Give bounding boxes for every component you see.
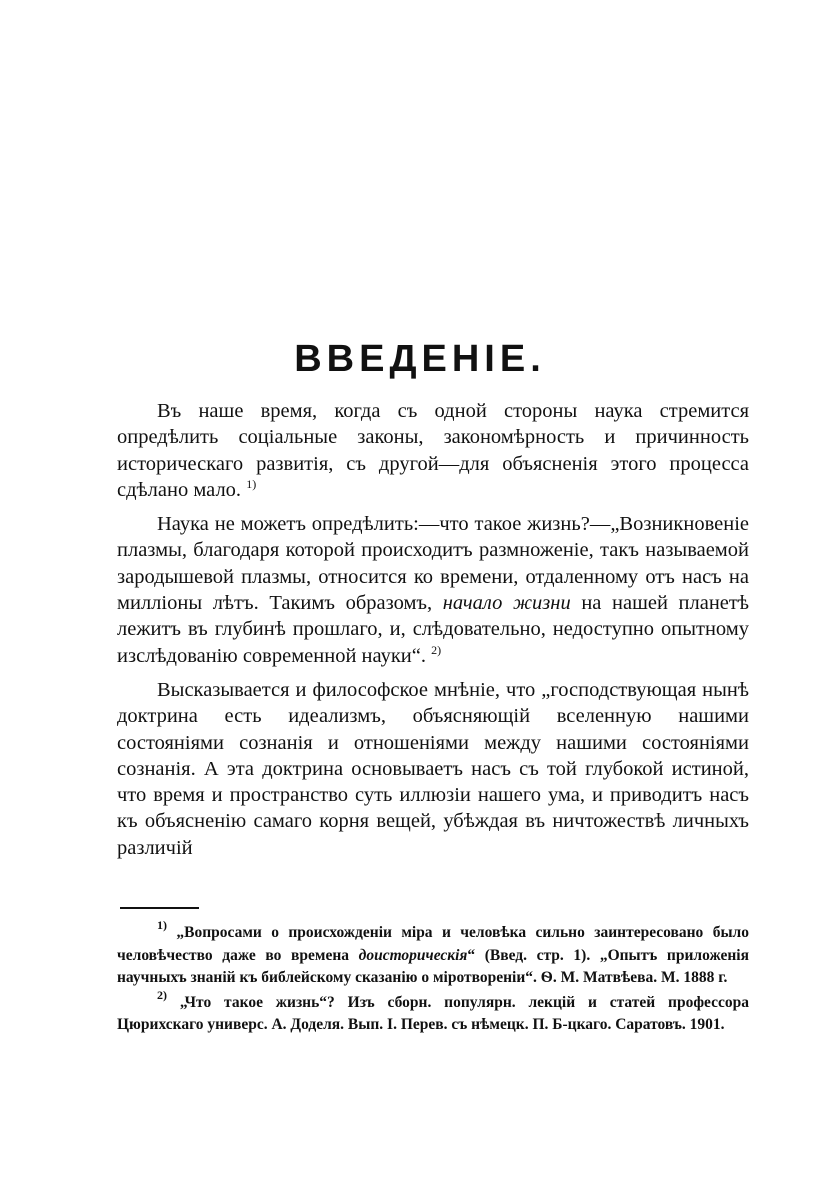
chapter-title: ВВЕДЕНIЕ. (294, 338, 546, 380)
footnote-1-mark: 1) (157, 918, 167, 932)
footnote-1-text-end: “ (Введ. стр. 1). „Опытъ приложенія научныхъ знаній къ библейскому сказанію о міротвореніи“. Ѳ. М. Матвѣева. М. 1888 г. (117, 946, 749, 986)
footnote-2-mark: 2) (157, 987, 167, 1002)
footnote-divider (120, 907, 199, 909)
footnote-1-text-start: „Вопросами о происхожденіи міра и человѣка сильно заинтересовано было человѣчество даже во времена (117, 924, 749, 964)
footnote-1-emphasis: доисторическія (358, 946, 468, 964)
paragraph-2-text-end: на нашей планетѣ лежитъ въ глубинѣ прошлаго, и, слѣдовательно, недоступно опытному изслѣдованію современной науки“. (117, 592, 749, 667)
body-text (117, 398, 749, 869)
paragraph-3 (117, 677, 749, 861)
paragraph-2 (117, 511, 749, 669)
footnote-2 (117, 987, 749, 1037)
paragraph-1 (117, 398, 749, 503)
footnote-ref-2: 2) (431, 642, 442, 657)
footnote-ref-1: 1) (246, 476, 257, 491)
footnotes (117, 918, 749, 1039)
paragraph-2-text-start: Наука не можетъ опредѣлить:—что такое жизнь?—„Возникновеніе плазмы, благодаря которой происходитъ размноженіе, такъ называемой зародышевой плазмы, относится ко времени, отдаленному отъ насъ на милліоны лѣтъ. Такимъ образомъ, (117, 513, 749, 615)
paragraph-2-emphasis: начало жизни (442, 592, 571, 615)
paragraph-1-text: Въ наше время, когда съ одной стороны наука стремится опредѣлить соціальные законы, закономѣрность и причинность историческаго развитія, съ другой—для объясненія этого процесса сдѣлано мало. (117, 400, 749, 501)
footnote-2-text: „Что такое жизнь“? Изъ сборн. популярн. лекцій и статей профессора Цюрихскаго универс. А. Доделя. Вып. I. Перев. съ нѣмецк. П. Б-цкаго. Саратовъ. 1901. (117, 993, 749, 1033)
paragraph-3-text: Высказывается и философское мнѣніе, что „господствующая нынѣ доктрина есть идеализмъ, объясняющій вселенную нашими состояніями сознанія и отношеніями между нашими состояніями сознанія. А эта доктрина основываетъ насъ съ той глубокой истиной, что время и пространство суть иллюзіи нашего ума, и приводитъ насъ къ объясненію самаго корня вещей, убѣждая въ ничтожествѣ личныхъ различій (117, 678, 749, 859)
footnote-1 (117, 918, 749, 990)
